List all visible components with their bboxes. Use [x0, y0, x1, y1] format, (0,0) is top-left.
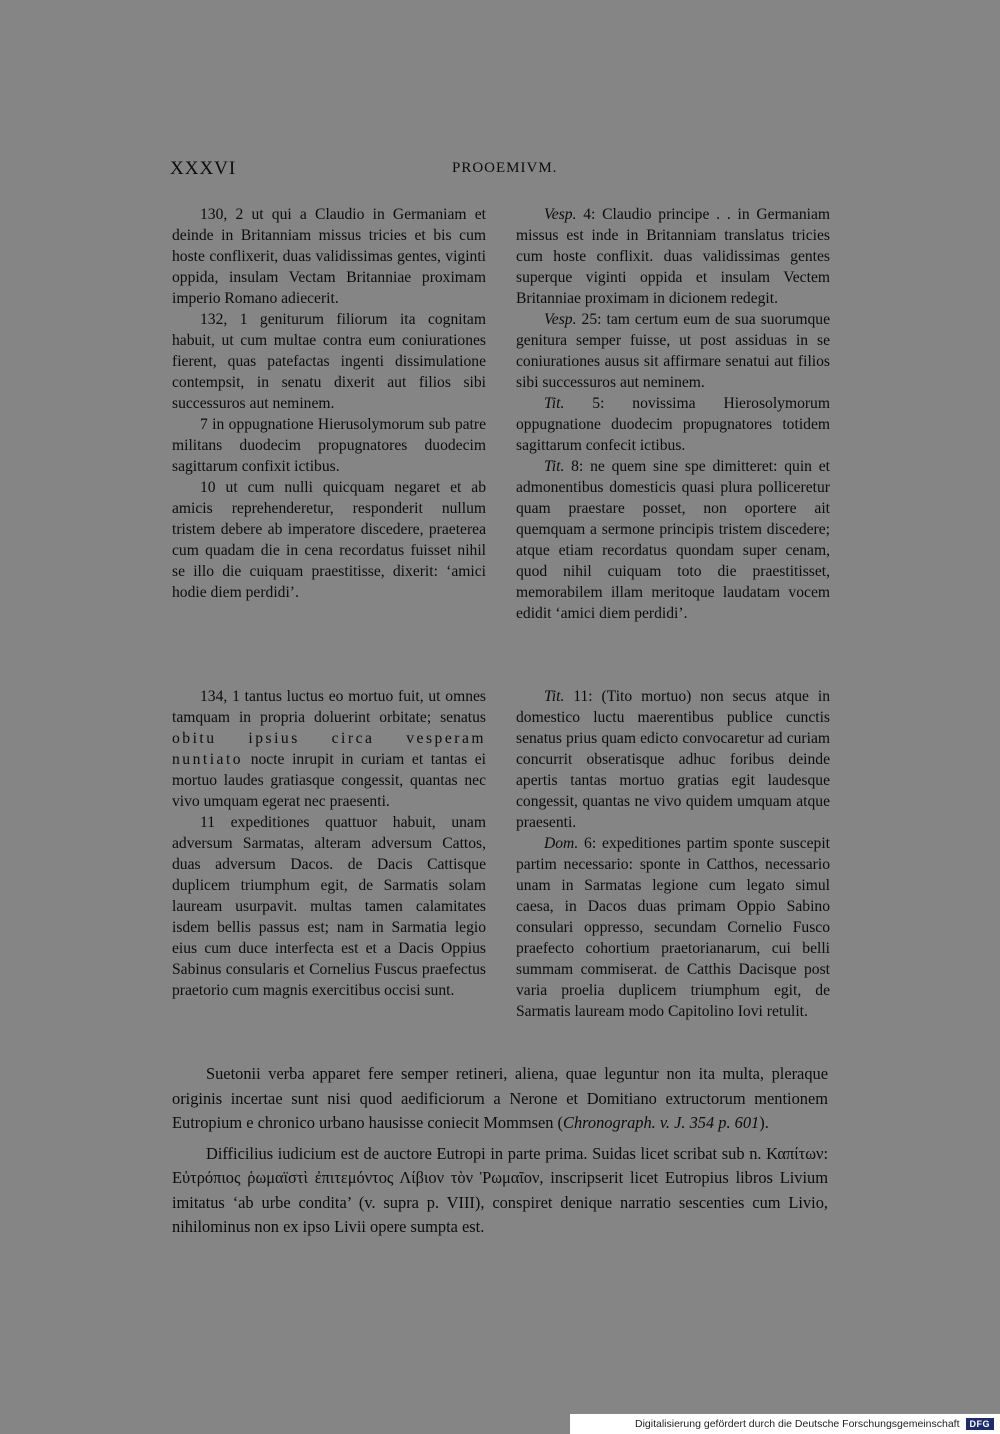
paragraph-text: ). [759, 1113, 769, 1132]
right-passage [516, 833, 830, 1022]
paragraph-text: Difficilius iudicium est de auctore Eutropi in parte prima. Suidas licet scribat sub n. Καπίτων: Εὐτρόπιος ῥωμαϊστὶ ἐπιτεμόντος Λίβιον τὸν Ῥωμαῖον, inscripserit licet Eutropius libros Livium imitatus ‘ab urbe condita’ (v. supra p. VIII), conspiret denique narratio sescenties cum Livio, nihilominus non ex ipso Livii opere sumpta est. [172, 1143, 828, 1236]
suetonius-column [516, 204, 830, 624]
source-ref: Tit. [544, 688, 565, 705]
source-ref: Tit. [544, 458, 565, 475]
left-passage [172, 686, 486, 812]
right-passage [516, 309, 830, 393]
source-ref: Vesp. [544, 311, 577, 328]
passage-text: 134, 1 tantus luctus eo mortuo fuit, ut omnes tamquam in propria doluerint orbitate; senatus [172, 688, 486, 726]
passage-text: 25: tam certum eum de sua suorumque genitura semper fuisse, ut post assiduas in se coniurationes ausus sit affirmare senatui aut filios sibi successuros aut neminem. [516, 311, 830, 391]
right-passage [516, 686, 830, 833]
digitization-footer [570, 1414, 1000, 1434]
left-passage: 10 ut cum nulli quicquam negaret et ab amicis reprehenderetur, responderit nullum tristem debere ab imperatore discedere, praeterea cum quadam die in cena recordatus fuisset nihil se illo die cuiquam praestitisse, dixerit: ‘amici hodie diem perdidi’. [172, 479, 486, 601]
eutropius-column [172, 686, 486, 1001]
right-passage [516, 456, 830, 624]
footer-text: Digitalisierung gefördert durch die Deutsche Forschungsgemeinschaft [634, 1418, 960, 1430]
passage-text: 4: Claudio principe . . in Germaniam missus est inde in Britanniam translatus tricies cum hoste conflixit. duas validissimas gentes superque viginti oppida et insulam Vectem Britanniae proximam in dicionem redegit. [516, 206, 830, 307]
left-passage: 11 expeditiones quattuor habuit, unam adversum Sarmatas, alteram adversum Cattos, duas adversum Dacos. de Dacis Cattisque duplicem triumphum egit, de Sarmatis solam lauream usurpavit. multas tamen calamitates isdem bellis passus est; nam in Sarmatia legio eius cum duce interfecta est et a Dacis Oppius Sabinus consularis et Cornelius Fuscus praefectus praetorio cum magnis exercitibus occisi sunt. [172, 814, 486, 999]
passage-text: 6: expeditiones partim sponte suscepit partim necessario: sponte in Catthos, necessario unam in Sarmatas legione cum legato simul caesa, in Dacos duas primam Oppio Sabino consulari oppresso, secundam Cornelio Fusco praefecto cohortium praetorianarum, cui belli summam commiserat. de Catthis Dacisque post varia proelia duplicem triumphum egit, de Sarmatis lauream modo Capitolino Iovi retulit. [516, 835, 830, 1020]
parallel-block-1 [172, 204, 832, 644]
passage-text: nocte inrupit in curiam et tantas ei mortuo laudes gratiasque congessit, quantas nec vivo umquam egerat nec praesenti. [172, 751, 486, 810]
dfg-logo: DFG [966, 1418, 995, 1430]
passage-text: 8: ne quem sine spe dimitteret: quin et admonentibus domesticis quasi plura polliceretur quam praestare posset, non oportere ait quemquam a sermone principis tristem discedere; atque etiam recordatus quondam super cenam, quod nihil cuiquam toto die praestitisset, memorabilem illam meritoque laudatam vocem edidit ‘amici diem perdidi’. [516, 458, 830, 622]
left-passage: 7 in oppugnatione Hierusolymorum sub patre militans duodecim propugnatores duodecim sagittarum confixit ictibus. [172, 416, 486, 475]
spaced-emphasis: obitu ipsius circa vesperam nuntiato [172, 730, 486, 768]
paragraph [172, 1062, 828, 1136]
source-ref: Dom. [544, 835, 579, 852]
eutropius-column [172, 204, 486, 603]
left-passage: 132, 1 geniturum filiorum ita cognitam habuit, ut cum multae contra eum coniurationes fierent, quas patefactas ingenti dissimulatione contempsit, in senatu dixerit aut filios sibi successuros aut neminem. [172, 311, 486, 412]
paragraph [172, 1142, 828, 1240]
right-passage [516, 393, 830, 456]
source-ref: Tit. [544, 395, 565, 412]
suetonius-column [516, 686, 830, 1022]
source-ref: Vesp. [544, 206, 577, 223]
passage-text: 11: (Tito mortuo) non secus atque in domestico luctu maerentibus publice cunctis senatus prius quam edicto convocaretur ad curiam concurrit obseratisque adhuc foribus deinde apertis tantas mortuo gratias egit laudesque congessit, quantas ne vivo quidem umquam atque praesenti. [516, 688, 830, 831]
right-passage [516, 204, 830, 309]
paragraph-text: Suetonii verba apparet fere semper retineri, aliena, quae leguntur non ita multa, pleraque originis incertae sunt nisi quod aedificiorum a Nerone et Domitiano extructorum mentionem Eutropium e chronico urbano hausisse coniecit Mommsen ( [172, 1064, 828, 1132]
citation: Chronograph. v. J. 354 p. 601 [563, 1113, 760, 1132]
body-text [172, 1062, 828, 1246]
parallel-block-2 [172, 686, 832, 1056]
running-title: PROOEMIVM. [452, 160, 558, 176]
left-passage: 130, 2 ut qui a Claudio in Germaniam et deinde in Britanniam missus tricies et bis cum hoste conflixerit, duas validissimas gentes, viginti oppida, insulam Vectam Britanniae proximam imperio Romano adiecerit. [172, 206, 486, 307]
page-number: XXXVI [170, 158, 237, 179]
passage-text: 5: novissima Hierosolymorum oppugnatione duodecim propugnatores totidem sagittarum confecit ictibus. [516, 395, 830, 454]
